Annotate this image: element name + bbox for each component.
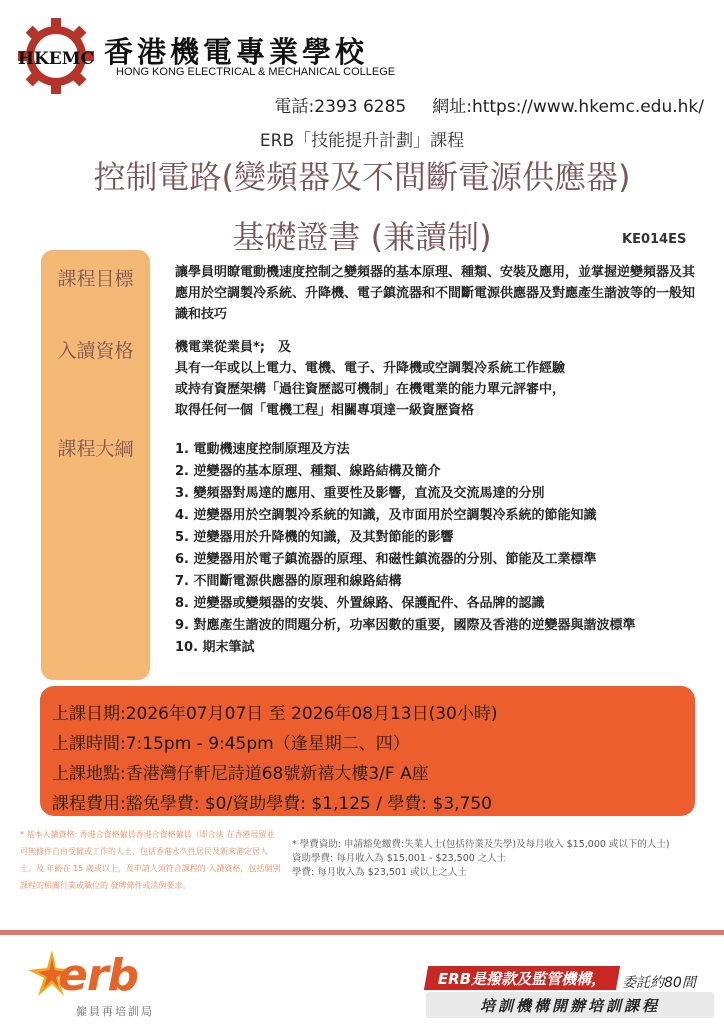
syllabus-item: 7. 不間斷電源供應器的原理和線路結構 (175, 574, 402, 589)
requirements-label: 入讀資格 (57, 340, 134, 362)
erb-banner-text: 委託約80間 (622, 975, 696, 991)
syllabus-item: 3. 變頻器對馬達的應用、重要性及影響，直流及交流馬達的分別 (175, 486, 545, 501)
erb-logo-text: erb (58, 950, 139, 1001)
syllabus-item: 5. 逆變器用於升降機的知識，及其對節能的影響 (175, 530, 454, 545)
erb-banner-red-text: ERB是撥款及監管機構， (437, 970, 607, 988)
syllabus-item: 9. 對應產生諧波的問題分析，功率因數的重要，國際及香港的逆變器與諧波標準 (175, 618, 636, 633)
eligibility-note: * 基本入讀資格: 香港合資格僱員香港合資格僱員（即合法 在香港居留並可無條件自由受僱或工作的人士，包括香港永久性居民及新來港定居人士、及 年齡在 15 歲或以上，及申請人須符合課程的 入讀資格，包括個別課程的相關行業或職位的 發牌條件或法例要求。 (20, 830, 281, 890)
hkemc-logo (14, 14, 98, 98)
section-sidebar (41, 250, 150, 680)
syllabus-item: 10. 期末筆試 (175, 640, 255, 655)
syllabus-item: 1. 電動機速度控制原理及方法 (175, 442, 350, 457)
college-name-cn: 香港機電專業學校 (104, 35, 369, 69)
objective-label: 課程目標 (57, 268, 134, 290)
course-title: 控制電路(變頻器及不間斷電源供應器) (93, 158, 631, 196)
requirement-line: 機電業從業員*; 及 (175, 340, 291, 355)
class-dates: 上課日期:2026年07月07日 至 2026年08月13日(30小時) (52, 704, 498, 724)
requirement-line: 具有一年或以上電力、電機、電子、升降機或空調製冷系統工作經驗 (175, 361, 566, 376)
requirements-list (175, 337, 695, 421)
fee-note-line: 學費: 每月收入為 $23,501 或以上之人士 (292, 867, 468, 878)
logo-text: HKEMC (17, 49, 95, 69)
syllabus-item: 6. 逆變器用於電子鎮流器的原理、和磁性鎮流器的分別、節能及工業標準 (175, 552, 597, 567)
syllabus-item: 2. 逆變器的基本原理、種類、線路結構及簡介 (175, 464, 441, 479)
contact-line (275, 92, 704, 117)
fee-subsidy-notes (292, 838, 712, 880)
erb-banner-bottom-text: 培訓機構開辦培訓課程 (479, 997, 660, 1015)
college-name-en: HONG KONG ELECTRICAL & MECHANICAL COLLEGE (116, 66, 396, 78)
fee-note-line: * 學費資助: 申請豁免繳費:失業人士(包括待業及失學)及每月收入 $15,000 或以下的人士) (292, 839, 670, 850)
syllabus-item: 8. 逆變器或變頻器的安裝、外置線路、保護配件、各品牌的認識 (175, 596, 545, 611)
course-subtitle: 基礎證書 (兼讀制) (232, 218, 492, 256)
course-code: KE014ES (622, 232, 687, 247)
website-link[interactable]: 網址:https://www.hkemc.edu.hk/ (432, 97, 704, 117)
requirement-line: 或持有資歷架構「過往資歷認可機制」在機電業的能力單元評審中， (175, 382, 566, 397)
syllabus-label: 課程大綱 (57, 438, 134, 460)
erb-program-line: ERB「技能提升計劃」課程 (259, 131, 465, 151)
fee-note-line: 資助學費: 每月收入為 $15,001 - $23,500 之人士 (292, 853, 507, 864)
class-venue: 上課地點:香港灣仔軒尼詩道68號新禧大樓3/F A座 (52, 764, 429, 784)
footer-divider (0, 930, 724, 935)
syllabus-list (175, 439, 695, 659)
class-fees: 課程費用:豁免學費: $0/資助學費: $1,125 / 學費: $3,750 (52, 794, 492, 814)
erb-name-cn: 僱員再培訓局 (76, 1005, 154, 1018)
phone-text: 電話:2393 6285 (274, 97, 407, 117)
syllabus-item: 4. 逆變器用於空調製冷系統的知識，及市面用於空調製冷系統的節能知識 (175, 508, 597, 523)
objective-text: 讓學員明瞭電動機速度控制之變頻器的基本原理、種類、安裝及應用，並掌握逆變頻器及其應用於空調製冷系統、升降機、電子鎮流器和不間斷電源供應器及對應產生諧波等的一般知識和技巧 (175, 265, 696, 322)
requirement-line: 取得任何一個「電機工程」相關專項達一級資歷資格 (175, 403, 475, 418)
class-time: 上課時間:7:15pm - 9:45pm（逢星期二、四） (52, 734, 410, 754)
